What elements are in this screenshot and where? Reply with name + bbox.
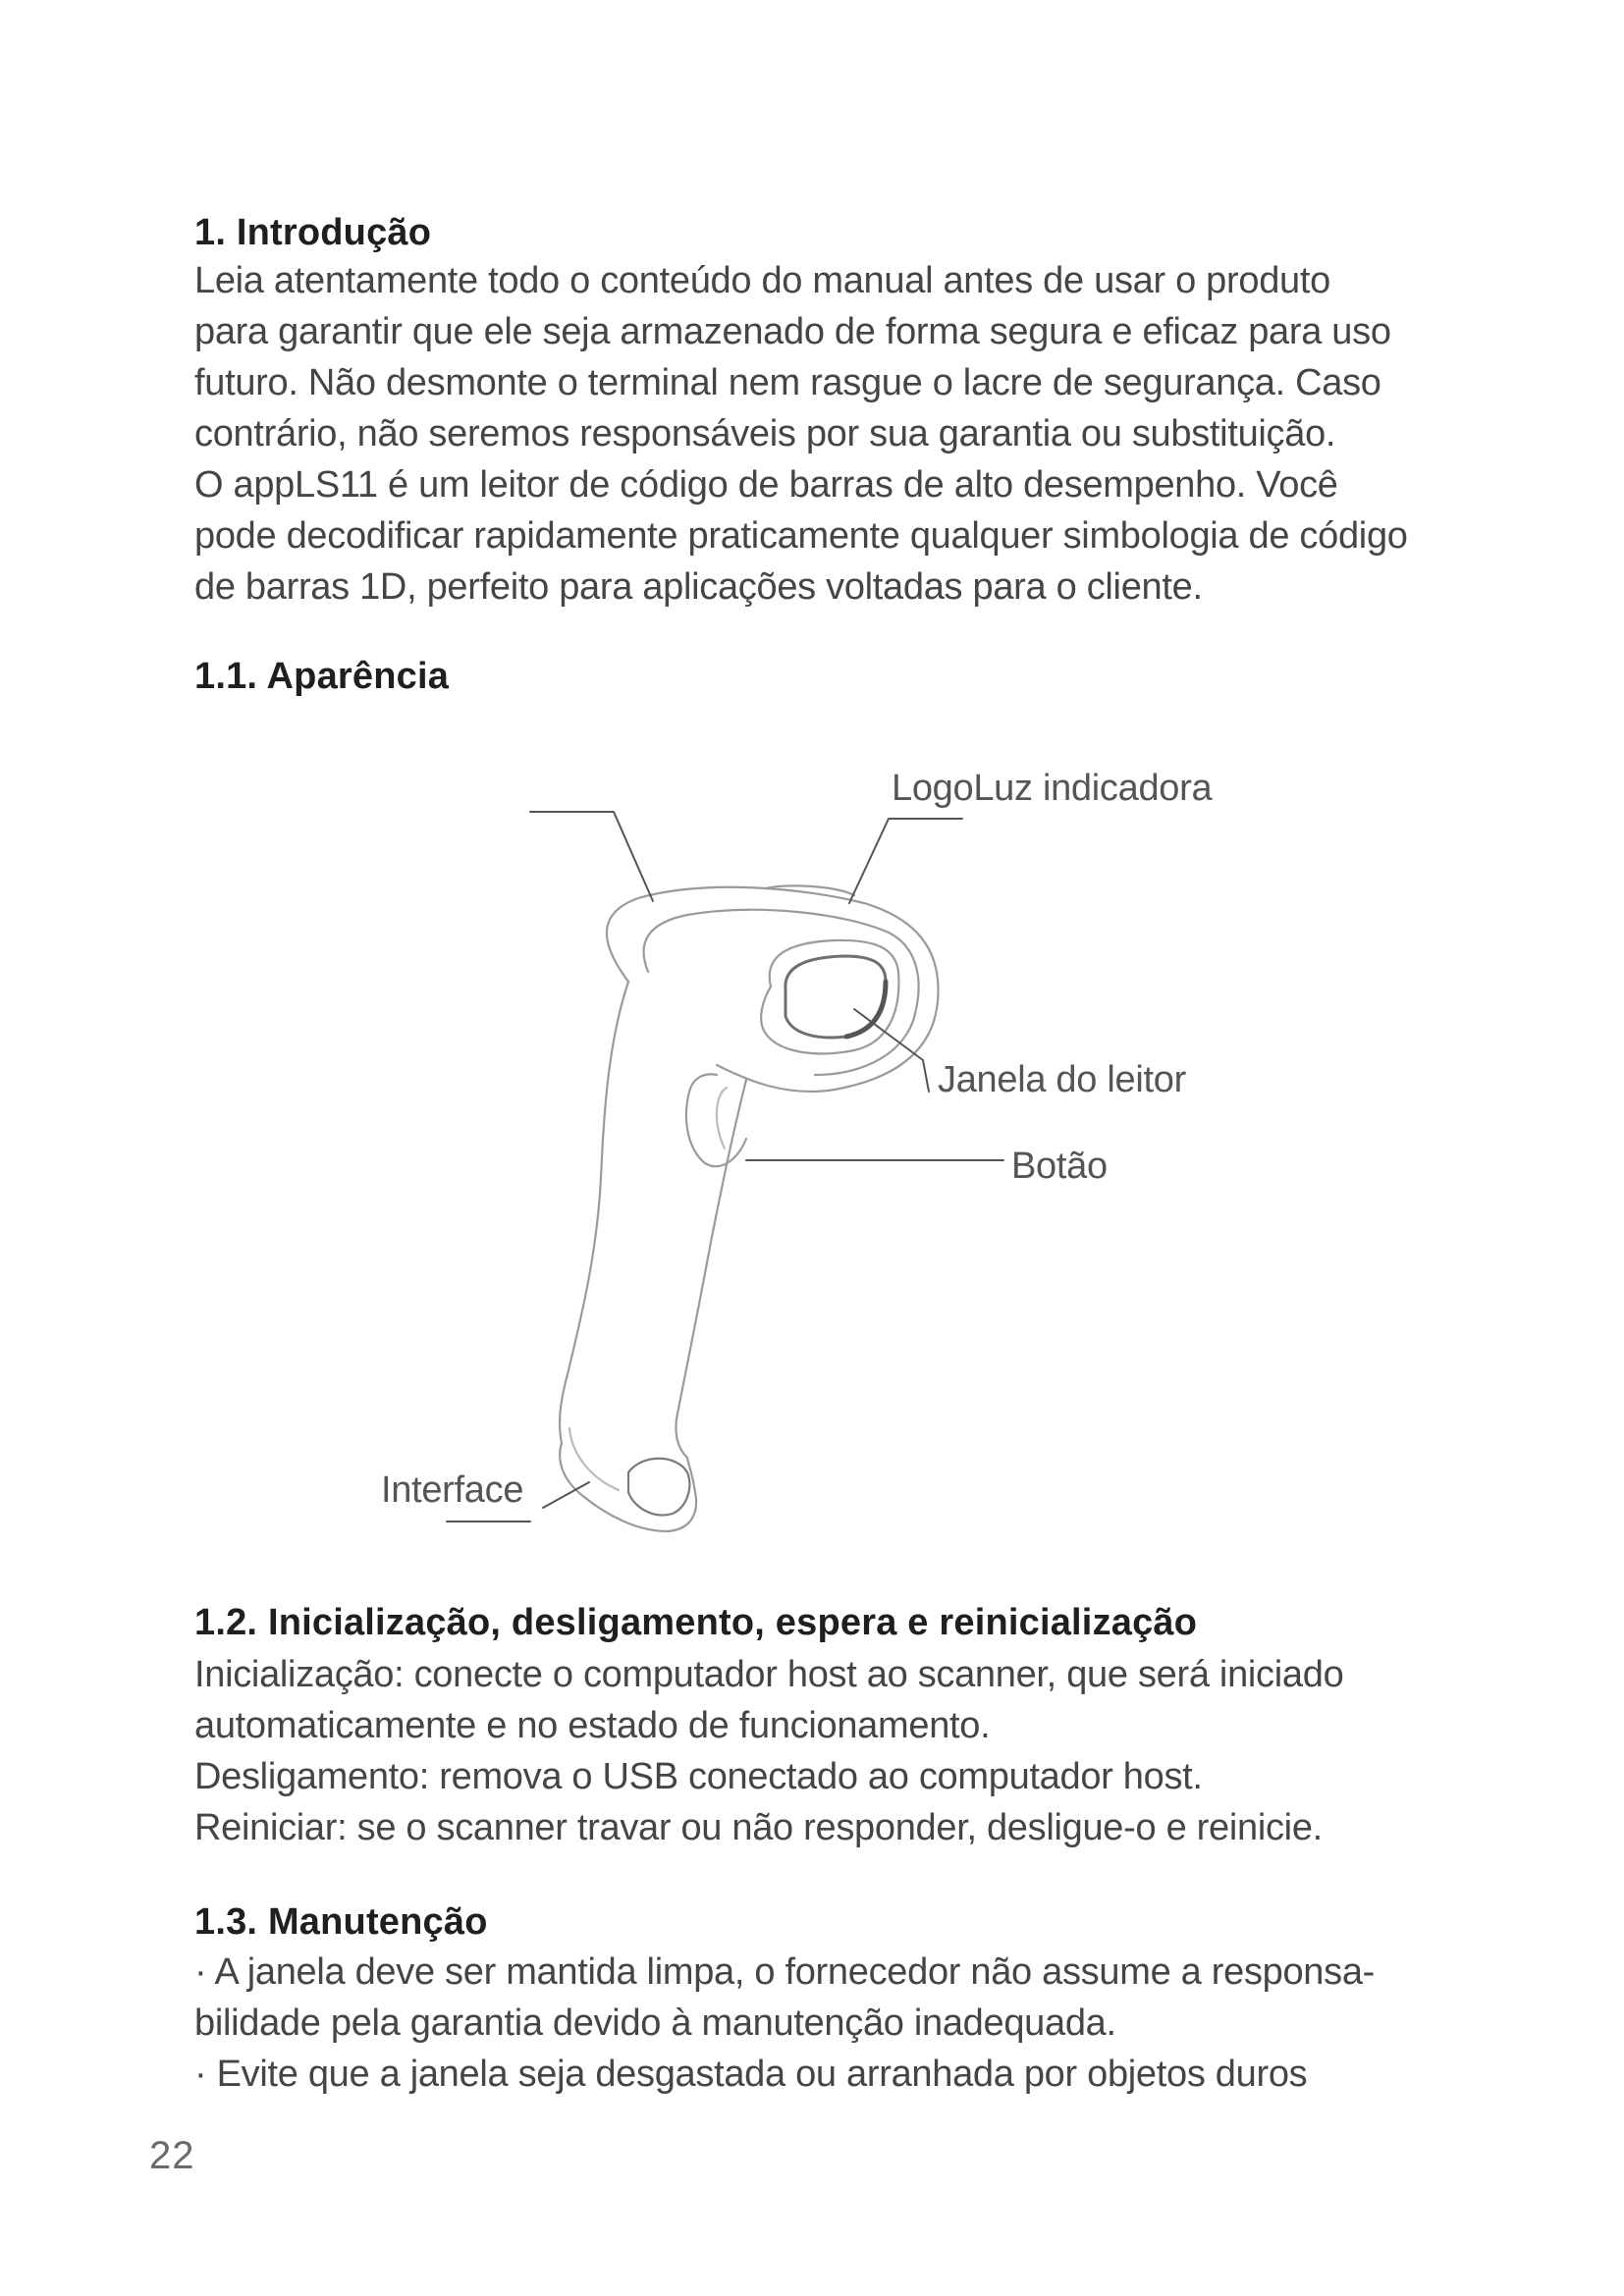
label-reader-window: Janela do leitor: [938, 1059, 1186, 1100]
section-body-manutencao: [194, 1947, 1375, 2100]
page-number: 22: [149, 2134, 195, 2177]
reader-window: [761, 940, 898, 1053]
leader-logo: [530, 812, 653, 901]
label-interface: Interface: [381, 1469, 524, 1511]
label-button: Botão: [1011, 1146, 1108, 1187]
section-heading-introducao: 1. Introdução: [194, 212, 432, 253]
handle-front: [676, 1080, 746, 1458]
paragraph-line: Reiniciar: se o scanner travar ou não responder, desligue-o e reinicie.: [194, 1807, 1323, 1848]
interface-outline: [560, 1443, 696, 1531]
reader-window-glass: [785, 956, 886, 1038]
paragraph-line: pode decodificar rapidamente praticamente qualquer simbologia de código: [194, 515, 1408, 557]
trigger-inner: [717, 1088, 727, 1148]
section-heading-aparencia: 1.1. Aparência: [194, 656, 450, 697]
paragraph-line: Inicialização: conecte o computador host ao scanner, que será iniciado: [194, 1654, 1344, 1695]
paragraph-line: para garantir que ele seja armazenado de forma segura e eficaz para uso: [194, 311, 1391, 352]
scanner-head-outline: [607, 887, 939, 1092]
paragraph-line: Desligamento: remova o USB conectado ao computador host.: [194, 1756, 1203, 1797]
scanner-top-ridge: [766, 885, 854, 895]
scanner-head-inner: [644, 910, 919, 1075]
reader-window-shade: [846, 982, 886, 1037]
handle-back: [560, 982, 628, 1443]
section-heading-inicializacao: 1.2. Inicialização, desligamento, espera e reinicialização: [194, 1602, 1198, 1643]
section-heading-manutencao: 1.3. Manutenção: [194, 1901, 488, 1943]
trigger-outline: [686, 1074, 746, 1166]
section-body-inicializacao: [194, 1649, 1343, 1853]
interface-port: [628, 1459, 689, 1516]
paragraph-line: futuro. Não desmonte o terminal nem rasgue o lacre de segurança. Caso: [194, 362, 1381, 403]
paragraph-line: · A janela deve ser mantida limpa, o fornecedor não assume a responsa-: [194, 1951, 1376, 1993]
section-body-introducao: [194, 255, 1408, 613]
paragraph-line: automaticamente e no estado de funcionamento.: [194, 1705, 991, 1746]
paragraph-line: de barras 1D, perfeito para aplicações voltadas para o cliente.: [194, 566, 1203, 608]
interface-inner: [569, 1428, 619, 1490]
paragraph-line: bilidade pela garantia devido à manutenção inadequada.: [194, 2002, 1116, 2044]
paragraph-line: O appLS11 é um leitor de código de barras de alto desempenho. Você: [194, 464, 1338, 506]
paragraph-line: contrário, não seremos responsáveis por sua garantia ou substituição.: [194, 413, 1336, 454]
paragraph-line: · Evite que a janela seja desgastada ou arranhada por objetos duros: [194, 2054, 1308, 2095]
paragraph-line: Leia atentamente todo o conteúdo do manual antes de usar o produto: [194, 260, 1330, 301]
leader-light: [849, 819, 962, 903]
leader-interface: [543, 1482, 589, 1508]
label-logo-light: LogoLuz indicadora: [892, 768, 1213, 809]
leader-window: [854, 1009, 929, 1092]
